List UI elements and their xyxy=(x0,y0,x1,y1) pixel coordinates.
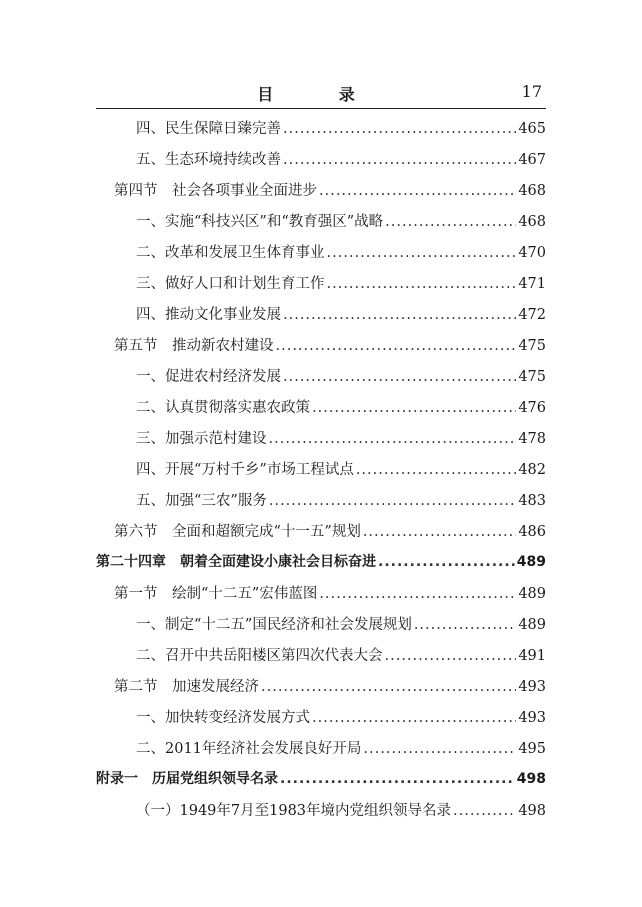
toc-entry-label: （一）1949年7月至1983年境内党组织领导名录 xyxy=(136,803,452,819)
header-divider xyxy=(96,108,546,109)
dot-leader xyxy=(319,183,516,199)
toc-entry-label: 第五节 推动新农村建设 xyxy=(114,338,274,354)
toc-entry-page: 470 xyxy=(518,245,546,261)
toc-entry[interactable] xyxy=(136,799,546,829)
toc-entry[interactable] xyxy=(114,582,546,612)
toc-entry[interactable] xyxy=(136,303,546,333)
toc-entry-page: 468 xyxy=(518,214,546,230)
toc-entry[interactable] xyxy=(136,613,546,643)
toc-entry-page: 498 xyxy=(518,803,546,819)
toc-entry-page: 467 xyxy=(518,152,546,168)
toc-entry-page: 475 xyxy=(518,338,546,354)
dot-leader xyxy=(453,803,516,819)
dot-leader xyxy=(363,741,516,757)
toc-entry-label: 第二十四章 朝着全面建设小康社会目标奋进 xyxy=(96,554,376,570)
toc-entry-page: 478 xyxy=(518,431,546,447)
toc-entry-page: 498 xyxy=(516,771,546,787)
dot-leader xyxy=(269,431,517,447)
page-header xyxy=(96,82,546,108)
toc-entry-page: 489 xyxy=(518,586,546,602)
toc-entry-label: 一、加快转变经济发展方式 xyxy=(136,710,310,726)
toc-entry-page: 491 xyxy=(518,648,546,664)
toc-entry-label: 三、加强示范村建设 xyxy=(136,431,267,447)
toc-entry-page: 482 xyxy=(518,462,546,478)
toc-entry-label: 第二节 加速发展经济 xyxy=(114,679,259,695)
toc-entry-page: 486 xyxy=(518,524,546,540)
toc-entry-label: 二、召开中共岳阳楼区第四次代表大会 xyxy=(136,648,383,664)
toc-entry-label: 二、改革和发展卫生体育事业 xyxy=(136,245,325,261)
dot-leader xyxy=(283,369,516,385)
toc-entry-label: 四、民生保障日臻完善 xyxy=(136,121,281,137)
toc-entry[interactable] xyxy=(96,768,546,798)
dot-leader xyxy=(414,617,516,633)
dot-leader xyxy=(283,121,516,137)
dot-leader xyxy=(269,493,516,509)
toc-entry[interactable] xyxy=(136,427,546,457)
toc-entry[interactable] xyxy=(136,365,546,395)
page-number: 17 xyxy=(521,82,542,101)
toc-entry-label: 四、推动文化事业发展 xyxy=(136,307,281,323)
dot-leader xyxy=(385,648,517,664)
toc-entry[interactable] xyxy=(136,644,546,674)
toc-entry[interactable] xyxy=(114,520,546,550)
toc-entry-page: 489 xyxy=(516,554,546,570)
dot-leader xyxy=(385,214,516,230)
toc-entry[interactable] xyxy=(136,458,546,488)
toc-entry-page: 475 xyxy=(518,369,546,385)
dot-leader xyxy=(276,338,517,354)
dot-leader xyxy=(327,276,517,292)
toc-entry-page: 489 xyxy=(518,617,546,633)
toc-entry-label: 第一节 绘制“十二五”宏伟蓝图 xyxy=(114,586,318,602)
dot-leader xyxy=(261,679,516,695)
toc-entry-label: 二、2011年经济社会发展良好开局 xyxy=(136,741,362,757)
toc-entry[interactable] xyxy=(136,210,546,240)
toc-entry-label: 第四节 社会各项事业全面进步 xyxy=(114,183,317,199)
toc-entry-label: 一、促进农村经济发展 xyxy=(136,369,281,385)
toc-entry[interactable] xyxy=(136,737,546,767)
dot-leader xyxy=(283,307,516,323)
dot-leader xyxy=(319,586,516,602)
toc-entry-page: 476 xyxy=(518,400,546,416)
toc-entry-label: 五、加强“三农”服务 xyxy=(136,493,267,509)
toc-entry-label: 第六节 全面和超额完成“十一五”规划 xyxy=(114,524,361,540)
toc-entry[interactable] xyxy=(136,148,546,178)
toc-entry-label: 五、生态环境持续改善 xyxy=(136,152,281,168)
toc-entry-page: 472 xyxy=(518,307,546,323)
dot-leader xyxy=(283,152,516,168)
toc-entry-page: 495 xyxy=(518,741,546,757)
page-title: 目 录 xyxy=(257,85,385,104)
toc-entry-page: 493 xyxy=(518,710,546,726)
toc-entry[interactable] xyxy=(96,551,546,581)
toc-entry-page: 493 xyxy=(518,679,546,695)
toc-entry[interactable] xyxy=(136,117,546,147)
toc-entry[interactable] xyxy=(136,241,546,271)
toc-entry[interactable] xyxy=(114,675,546,705)
dot-leader xyxy=(378,554,515,570)
toc-entry[interactable] xyxy=(136,706,546,736)
toc-entry[interactable] xyxy=(114,334,546,364)
toc-entry-page: 465 xyxy=(518,121,546,137)
dot-leader xyxy=(327,245,517,261)
toc-entry[interactable] xyxy=(136,396,546,426)
toc-entry-page: 483 xyxy=(518,493,546,509)
dot-leader xyxy=(356,462,516,478)
toc-entry[interactable] xyxy=(136,272,546,302)
dot-leader xyxy=(312,710,516,726)
dot-leader xyxy=(312,400,516,416)
toc-entry-label: 三、做好人口和计划生育工作 xyxy=(136,276,325,292)
toc-entry[interactable] xyxy=(114,179,546,209)
toc-entry-label: 一、实施“科技兴区”和“教育强区”战略 xyxy=(136,214,384,230)
dot-leader xyxy=(280,771,515,787)
toc-entry-label: 附录一 历届党组织领导名录 xyxy=(96,771,278,787)
toc-entry-page: 468 xyxy=(518,183,546,199)
toc-entry[interactable] xyxy=(136,489,546,519)
dot-leader xyxy=(363,524,516,540)
toc-entry-label: 一、制定“十二五”国民经济和社会发展规划 xyxy=(136,617,412,633)
toc-entry-label: 四、开展“万村千乡”市场工程试点 xyxy=(136,462,354,478)
toc-entry-page: 471 xyxy=(518,276,546,292)
toc-entry-label: 二、认真贯彻落实惠农政策 xyxy=(136,400,310,416)
